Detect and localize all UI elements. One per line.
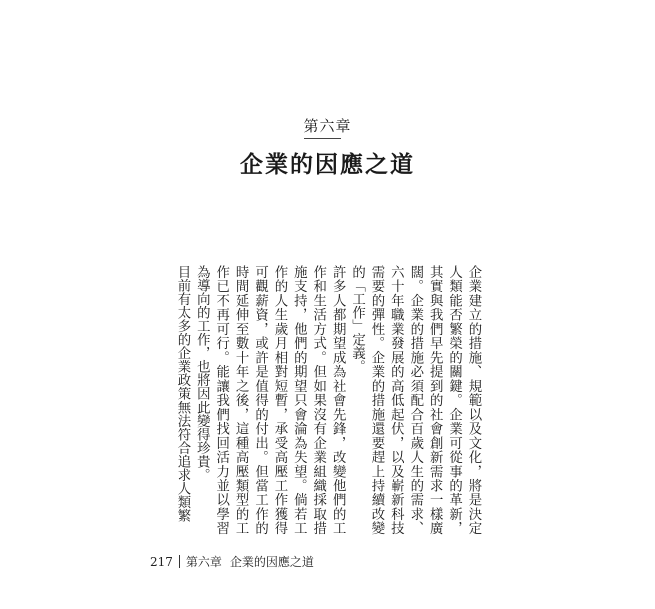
- page-footer: [150, 553, 314, 570]
- paragraph-2: 許多人都期望成為社會先鋒，改變他們的工作和生活方式。但如果沒有企業組織採取措施支持，他們的期望只會淪為失望。倘若工作的人生歲月相對短暫，承受高壓工作獲得可觀薪資，或許是值得的付出。但當工作的時間延伸至數十年之後，這種高壓類型的工作已不再可行。能讓我們找回活力並以學習為導向的工作，也將因此變得珍貴。: [194, 265, 346, 535]
- footer-chapter-title: 企業的因應之道: [229, 555, 314, 569]
- chapter-title: 企業的因應之道: [240, 151, 415, 178]
- paragraph-3: 目前有太多的企業政策無法符合追求人類繁: [174, 265, 190, 523]
- footer-chapter-ref: 第六章: [185, 555, 222, 569]
- body-text: [173, 265, 484, 535]
- paragraph-1: 企業建立的措施、規範以及文化，將是決定人類能否繁榮的關鍵。企業可從事的革新，其實與我們早先提到的社會創新需求一樣廣闊。企業的措施必須配合百歲人生的需求、六十年職業發展的高低起伏，以及嶄新科技需要的彈性。企業的措施還要趕上持續改變的「工作」定義。: [349, 265, 481, 535]
- chapter-label: 第六章: [303, 117, 352, 135]
- chapter-rule: [304, 138, 341, 139]
- footer-separator: [179, 555, 180, 568]
- page-number: 217: [150, 554, 173, 569]
